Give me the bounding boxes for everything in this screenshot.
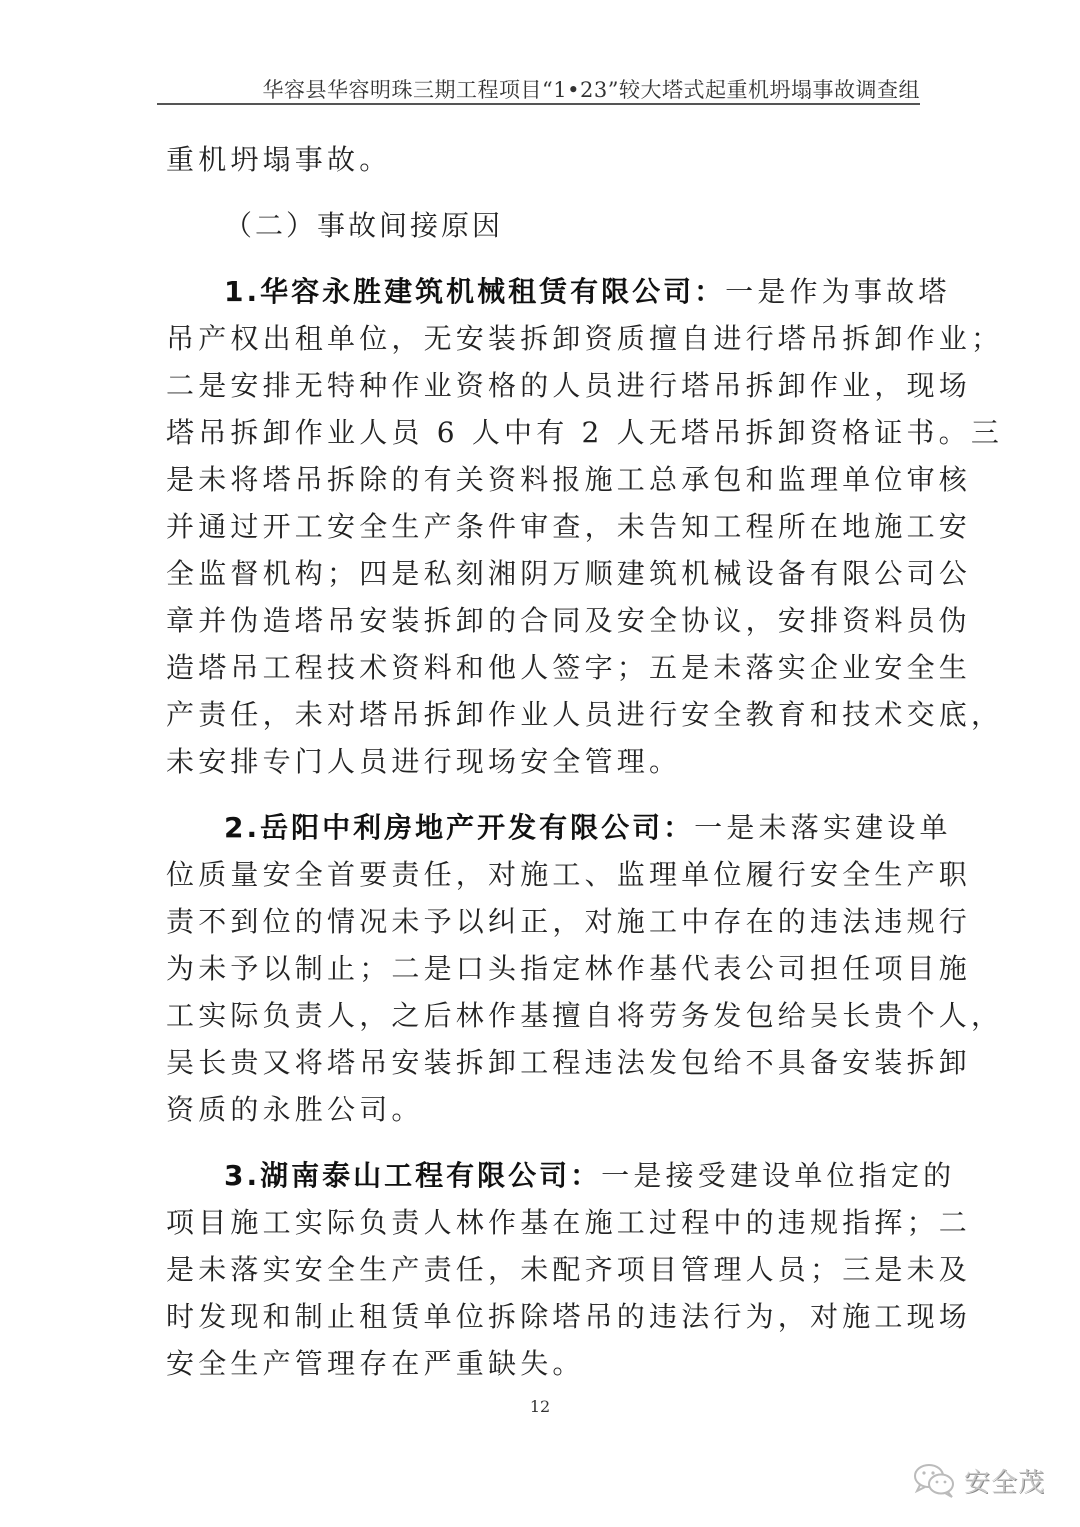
paragraph-line: 责不到位的情况未予以纠正，对施工中存在的违法违规行	[166, 905, 972, 938]
paragraph-line: 造塔吊工程技术资料和他人签字；五是未落实企业安全生	[166, 651, 972, 684]
paragraph-text: 一是作为事故塔	[725, 275, 951, 308]
item-number: 1.	[224, 275, 261, 308]
company-name: 岳阳中利房地产开发有限公司：	[260, 811, 695, 844]
paragraph-line: 是未将塔吊拆除的有关资料报施工总承包和监理单位审核	[166, 463, 972, 496]
watermark	[912, 1462, 1045, 1499]
header-divider	[157, 103, 920, 105]
continuation-line: 重机坍塌事故。	[166, 143, 392, 176]
paragraph-line: 为未予以制止；二是口头指定林作基代表公司担任项目施	[166, 952, 972, 985]
item-number: 3.	[224, 1159, 261, 1192]
paragraph-line: 吊产权出租单位，无安装拆卸资质擅自进行塔吊拆卸作业；	[166, 322, 1004, 355]
company-name: 华容永胜建筑机械租赁有限公司：	[260, 275, 726, 308]
document-body	[166, 136, 1004, 1387]
section-heading: （二）事故间接原因	[224, 209, 504, 242]
watermark-text: 安全茂	[964, 1468, 1046, 1498]
paragraph-item-3	[166, 1152, 972, 1387]
paragraph-line: 位质量安全首要责任，对施工、监理单位履行安全生产职	[166, 858, 972, 891]
document-header-title: 华容县华容明珠三期工程项目“1•23”较大塔式起重机坍塌事故调查组	[262, 78, 920, 102]
page-number: 12	[529, 1397, 551, 1416]
paragraph-line: 未安排专门人员进行现场安全管理。	[166, 745, 682, 778]
company-name: 湖南泰山工程有限公司：	[260, 1159, 602, 1192]
paragraph-line: 全监督机构；四是私刻湘阴万顺建筑机械设备有限公司公	[166, 557, 972, 590]
paragraph-line: 章并伪造塔吊安装拆卸的合同及安全协议，安排资料员伪	[166, 604, 972, 637]
wechat-icon	[912, 1463, 958, 1499]
paragraph-line: 时发现和制止租赁单位拆除塔吊的违法行为，对施工现场	[166, 1300, 972, 1333]
item-number: 2.	[224, 811, 261, 844]
paragraph-line: 并通过开工安全生产条件审查，未告知工程所在地施工安	[166, 510, 972, 543]
paragraph-line: 工实际负责人，之后林作基擅自将劳务发包给吴长贵个人，	[166, 999, 1004, 1032]
paragraph-line: 吴长贵又将塔吊安装拆卸工程违法发包给不具备安装拆卸	[166, 1046, 972, 1079]
paragraph-item-2	[166, 804, 1004, 1133]
paragraph-item-1	[166, 268, 1004, 785]
paragraph-text: 一是接受建设单位指定的	[601, 1159, 956, 1192]
paragraph-text: 一是未落实建设单	[694, 811, 952, 844]
paragraph-line: 塔吊拆卸作业人员 6 人中有 2 人无塔吊拆卸资格证书。三	[166, 416, 1004, 449]
paragraph-line: 资质的永胜公司。	[166, 1093, 424, 1126]
paragraph-line: 二是安排无特种作业资格的人员进行塔吊拆卸作业，现场	[166, 369, 972, 402]
paragraph-line: 是未落实安全生产责任，未配齐项目管理人员；三是未及	[166, 1253, 972, 1286]
paragraph-line: 安全生产管理存在严重缺失。	[166, 1347, 585, 1380]
paragraph-line: 产责任，未对塔吊拆卸作业人员进行安全教育和技术交底，	[166, 698, 1004, 731]
paragraph-line: 项目施工实际负责人林作基在施工过程中的违规指挥；二	[166, 1206, 972, 1239]
